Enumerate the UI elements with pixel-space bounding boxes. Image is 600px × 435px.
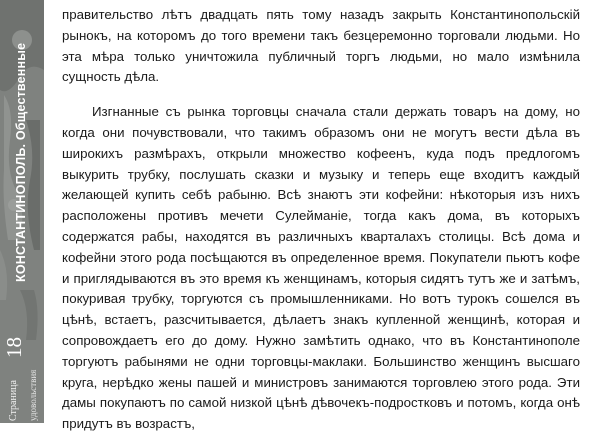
paragraph-2: Изгнанные съ рынка торговцы сначала стали держать товаръ на дому, но когда они почувствовали, что такимъ образомъ они не могутъ вести дѣла въ широкихъ размѣрахъ, открыли множество кофеенъ, куда подъ предлогомъ выкурить трубку, послушать сказки и музыку и теперь еще входитъ каждый желающей купить себѣ рабыню. Всѣ знаютъ эти кофейни: нѣкоторыя изъ нихъ расположены противъ мечети Сулейманіе, тогда какъ дома, въ которыхъ содержатся рабы, находятся въ различныхъ кварталахъ столицы. Всѣ дома и кофейни этого рода посѣщаются въ определенное время. Покупатели пьютъ кофе и приглядываются въ это время къ женщинамъ, которыя сидятъ тутъ же и затѣмъ, покуривая трубку, торгуются съ промышленниками. Но вотъ турокъ сошелся въ цѣнѣ, встаетъ, разсчитывается, дѣлаетъ знакъ купленной женщинѣ, которая и сопровождаетъ его до дому. Нужно замѣтить однако, что въ Константинополе торгуютъ рабынями не одни торговцы-маклаки. Большинство женщинъ высшаго круга, нерѣдко жены пашей и министровъ занимаются торговлею этого рода. Эти дамы покупаютъ по самой низкой цѣнѣ дѣвочекъ-подростковъ и потомъ, когда онѣ придутъ въ возрастъ, bbox=[62, 104, 580, 432]
sub-label: удовольствия bbox=[28, 369, 38, 421]
sidebar bbox=[0, 0, 44, 423]
paragraph-1: правительство лѣтъ двадцать пять тому назадъ закрыть Константинопольскій рынокъ, на которомъ до того времени такъ безцеремонно торговали людьми. Но эта мѣра только уничтожила публичный торгъ людьми, но мало измѣнила сущность дѣла. bbox=[62, 7, 580, 85]
article-body bbox=[62, 5, 580, 435]
section-title: КОНСТАНТИНОПОЛЬ. Общественные bbox=[14, 42, 28, 282]
page-number: 18 bbox=[2, 337, 26, 358]
page-label: Страница bbox=[8, 380, 19, 421]
